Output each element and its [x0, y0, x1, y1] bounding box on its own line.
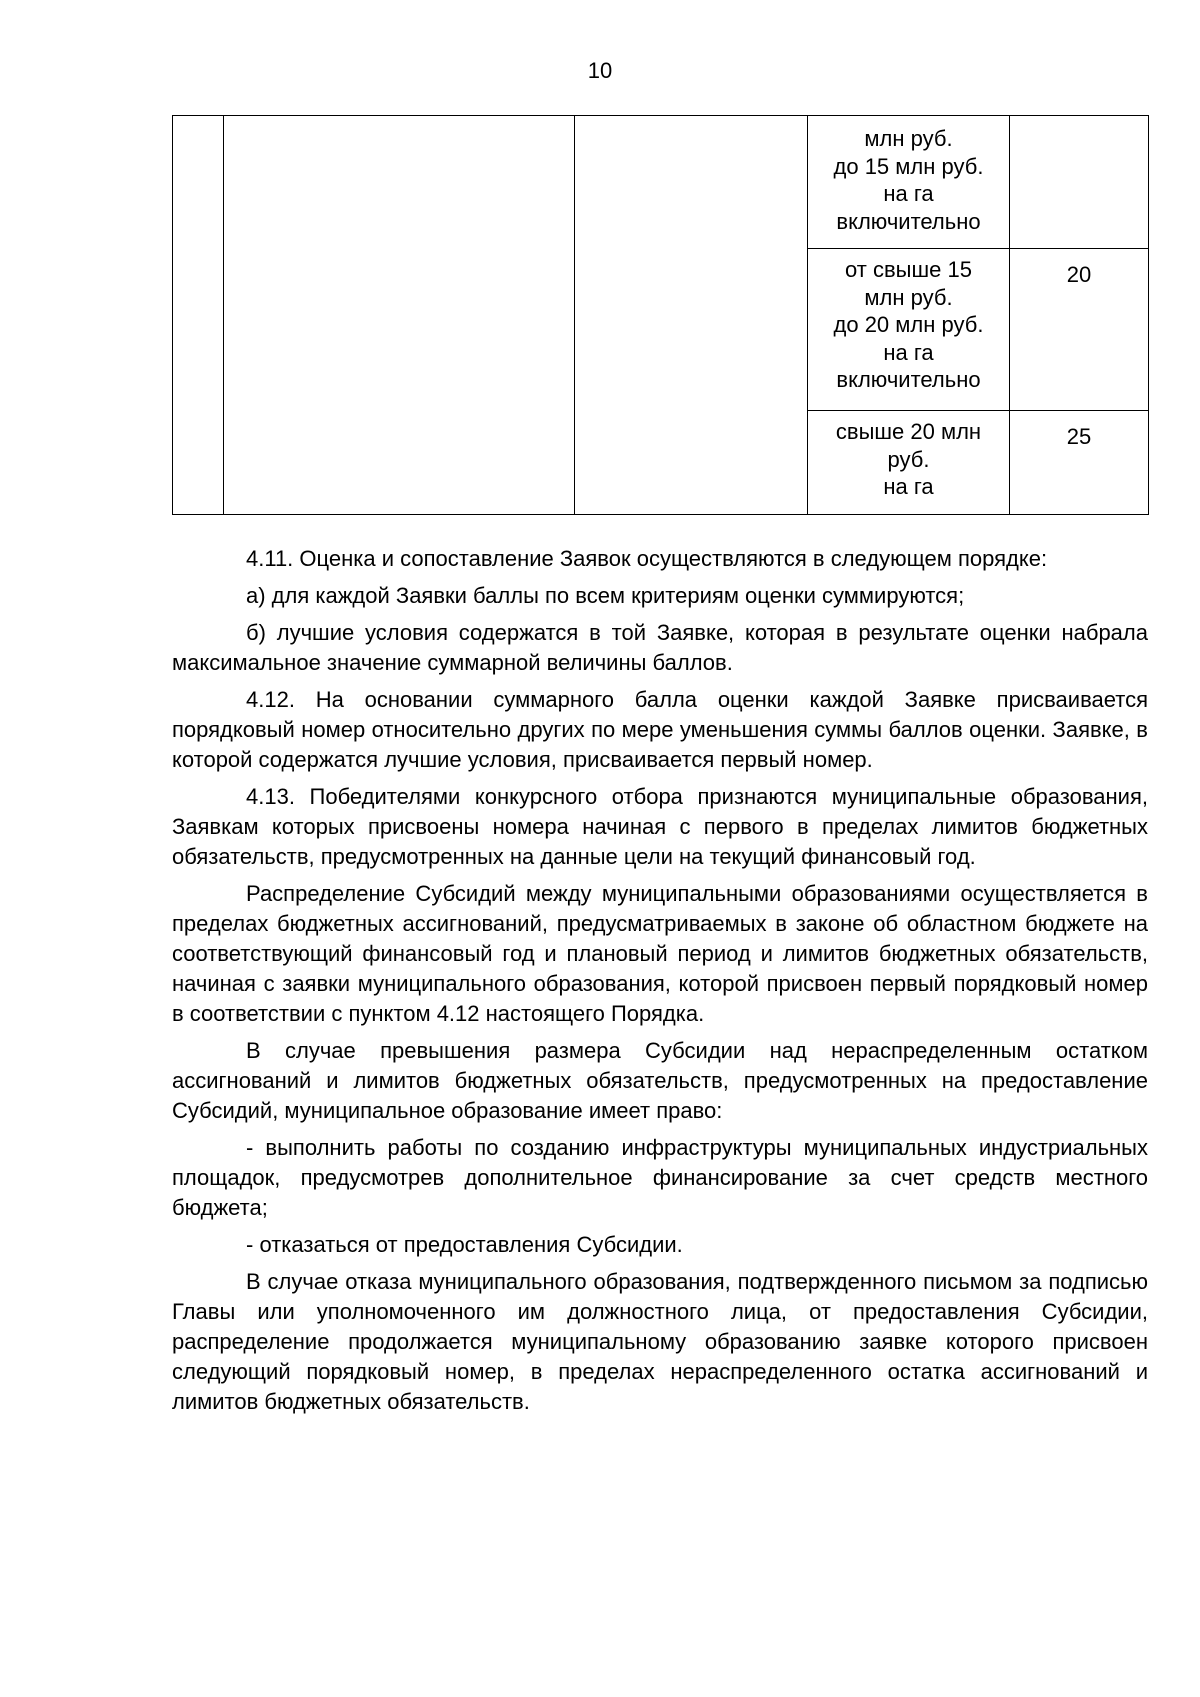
condition-line: свыше 20 млн	[835, 419, 982, 444]
table-cell-score	[1010, 116, 1149, 249]
table-cell-condition	[808, 116, 1010, 249]
paragraph-item-b: б) лучшие условия содержатся в той Заявке, которая в результате оценки набрала максимальное значение суммарной величины баллов.	[172, 620, 1148, 675]
condition-text	[814, 418, 1003, 501]
paragraph-4-11: 4.11. Оценка и сопоставление Заявок осуществляются в следующем порядке:	[246, 546, 1048, 571]
paragraph-refusal-case: В случае отказа муниципального образования, подтвержденного письмом за подписью Главы или уполномоченного им должностного лица, от предоставления Субсидии, распределение продолжается муниципальному образованию заявке которого присвоен следующий порядковый номер, в пределах нераспределенного остатка ассигнований и лимитов бюджетных обязательств.	[172, 1269, 1148, 1414]
condition-line: на га	[883, 339, 934, 365]
condition-line: на га	[883, 181, 934, 206]
paragraph-4-13: 4.13. Победителями конкурсного отбора признаются муниципальные образования, Заявкам которых присвоены номера начиная с первого в пределах лимитов бюджетных обязательств, предусмотренных на данные цели на текущий финансовый год.	[172, 784, 1148, 869]
paragraph-4-12: 4.12. На основании суммарного балла оценки каждой Заявке присваивается порядковый номер относительно других по мере уменьшения суммы баллов оценки. Заявке, в которой содержатся лучшие условия, присваивается первый номер.	[172, 687, 1148, 772]
table-cell-indicator	[575, 116, 808, 515]
condition-text	[814, 256, 1003, 394]
condition-line: на га	[883, 474, 934, 499]
condition-line: руб.	[887, 446, 930, 472]
page-number: 10	[587, 58, 613, 83]
paragraph-distribution: Распределение Субсидий между муниципальными образованиями осуществляется в пределах бюджетных ассигнований, предусматриваемых в законе об областном бюджете на соответствующий финансовый год и плановый период и лимитов бюджетных обязательств, начиная с заявки муниципального образования, которой присвоен первый порядковый номер в соответствии с пунктом 4.12 настоящего Порядка.	[172, 881, 1148, 1026]
condition-line: включительно	[836, 208, 981, 234]
paragraph-option-refuse: - отказаться от предоставления Субсидии.	[246, 1232, 683, 1257]
condition-line: млн руб.	[864, 284, 953, 310]
condition-text	[814, 125, 1003, 235]
table-row	[173, 116, 1149, 249]
document-body	[172, 544, 1148, 1424]
table-cell-score: 20	[1010, 249, 1149, 411]
condition-line: млн руб.	[864, 126, 953, 151]
paragraph-excess-case: В случае превышения размера Субсидии над нераспределенным остатком ассигнований и лимитов бюджетных обязательств, предусмотренных на предоставление Субсидий, муниципальное образование имеет право:	[172, 1038, 1148, 1123]
table-cell-criterion	[224, 116, 575, 515]
table-cell-condition	[808, 249, 1010, 411]
paragraph-item-a: а) для каждой Заявки баллы по всем критериям оценки суммируются;	[246, 583, 965, 608]
criteria-table	[172, 115, 1149, 515]
table-cell-number	[173, 116, 224, 515]
paragraph-option-perform-works: - выполнить работы по созданию инфраструктуры муниципальных индустриальных площадок, предусмотрев дополнительное финансирование за счет средств местного бюджета;	[172, 1135, 1148, 1220]
condition-line: до 20 млн руб.	[833, 312, 984, 337]
table-cell-score: 25	[1010, 411, 1149, 515]
condition-line: до 15 млн руб.	[833, 153, 984, 179]
condition-line: включительно	[836, 367, 981, 392]
table-cell-condition	[808, 411, 1010, 515]
condition-line: от свыше 15	[845, 257, 972, 282]
